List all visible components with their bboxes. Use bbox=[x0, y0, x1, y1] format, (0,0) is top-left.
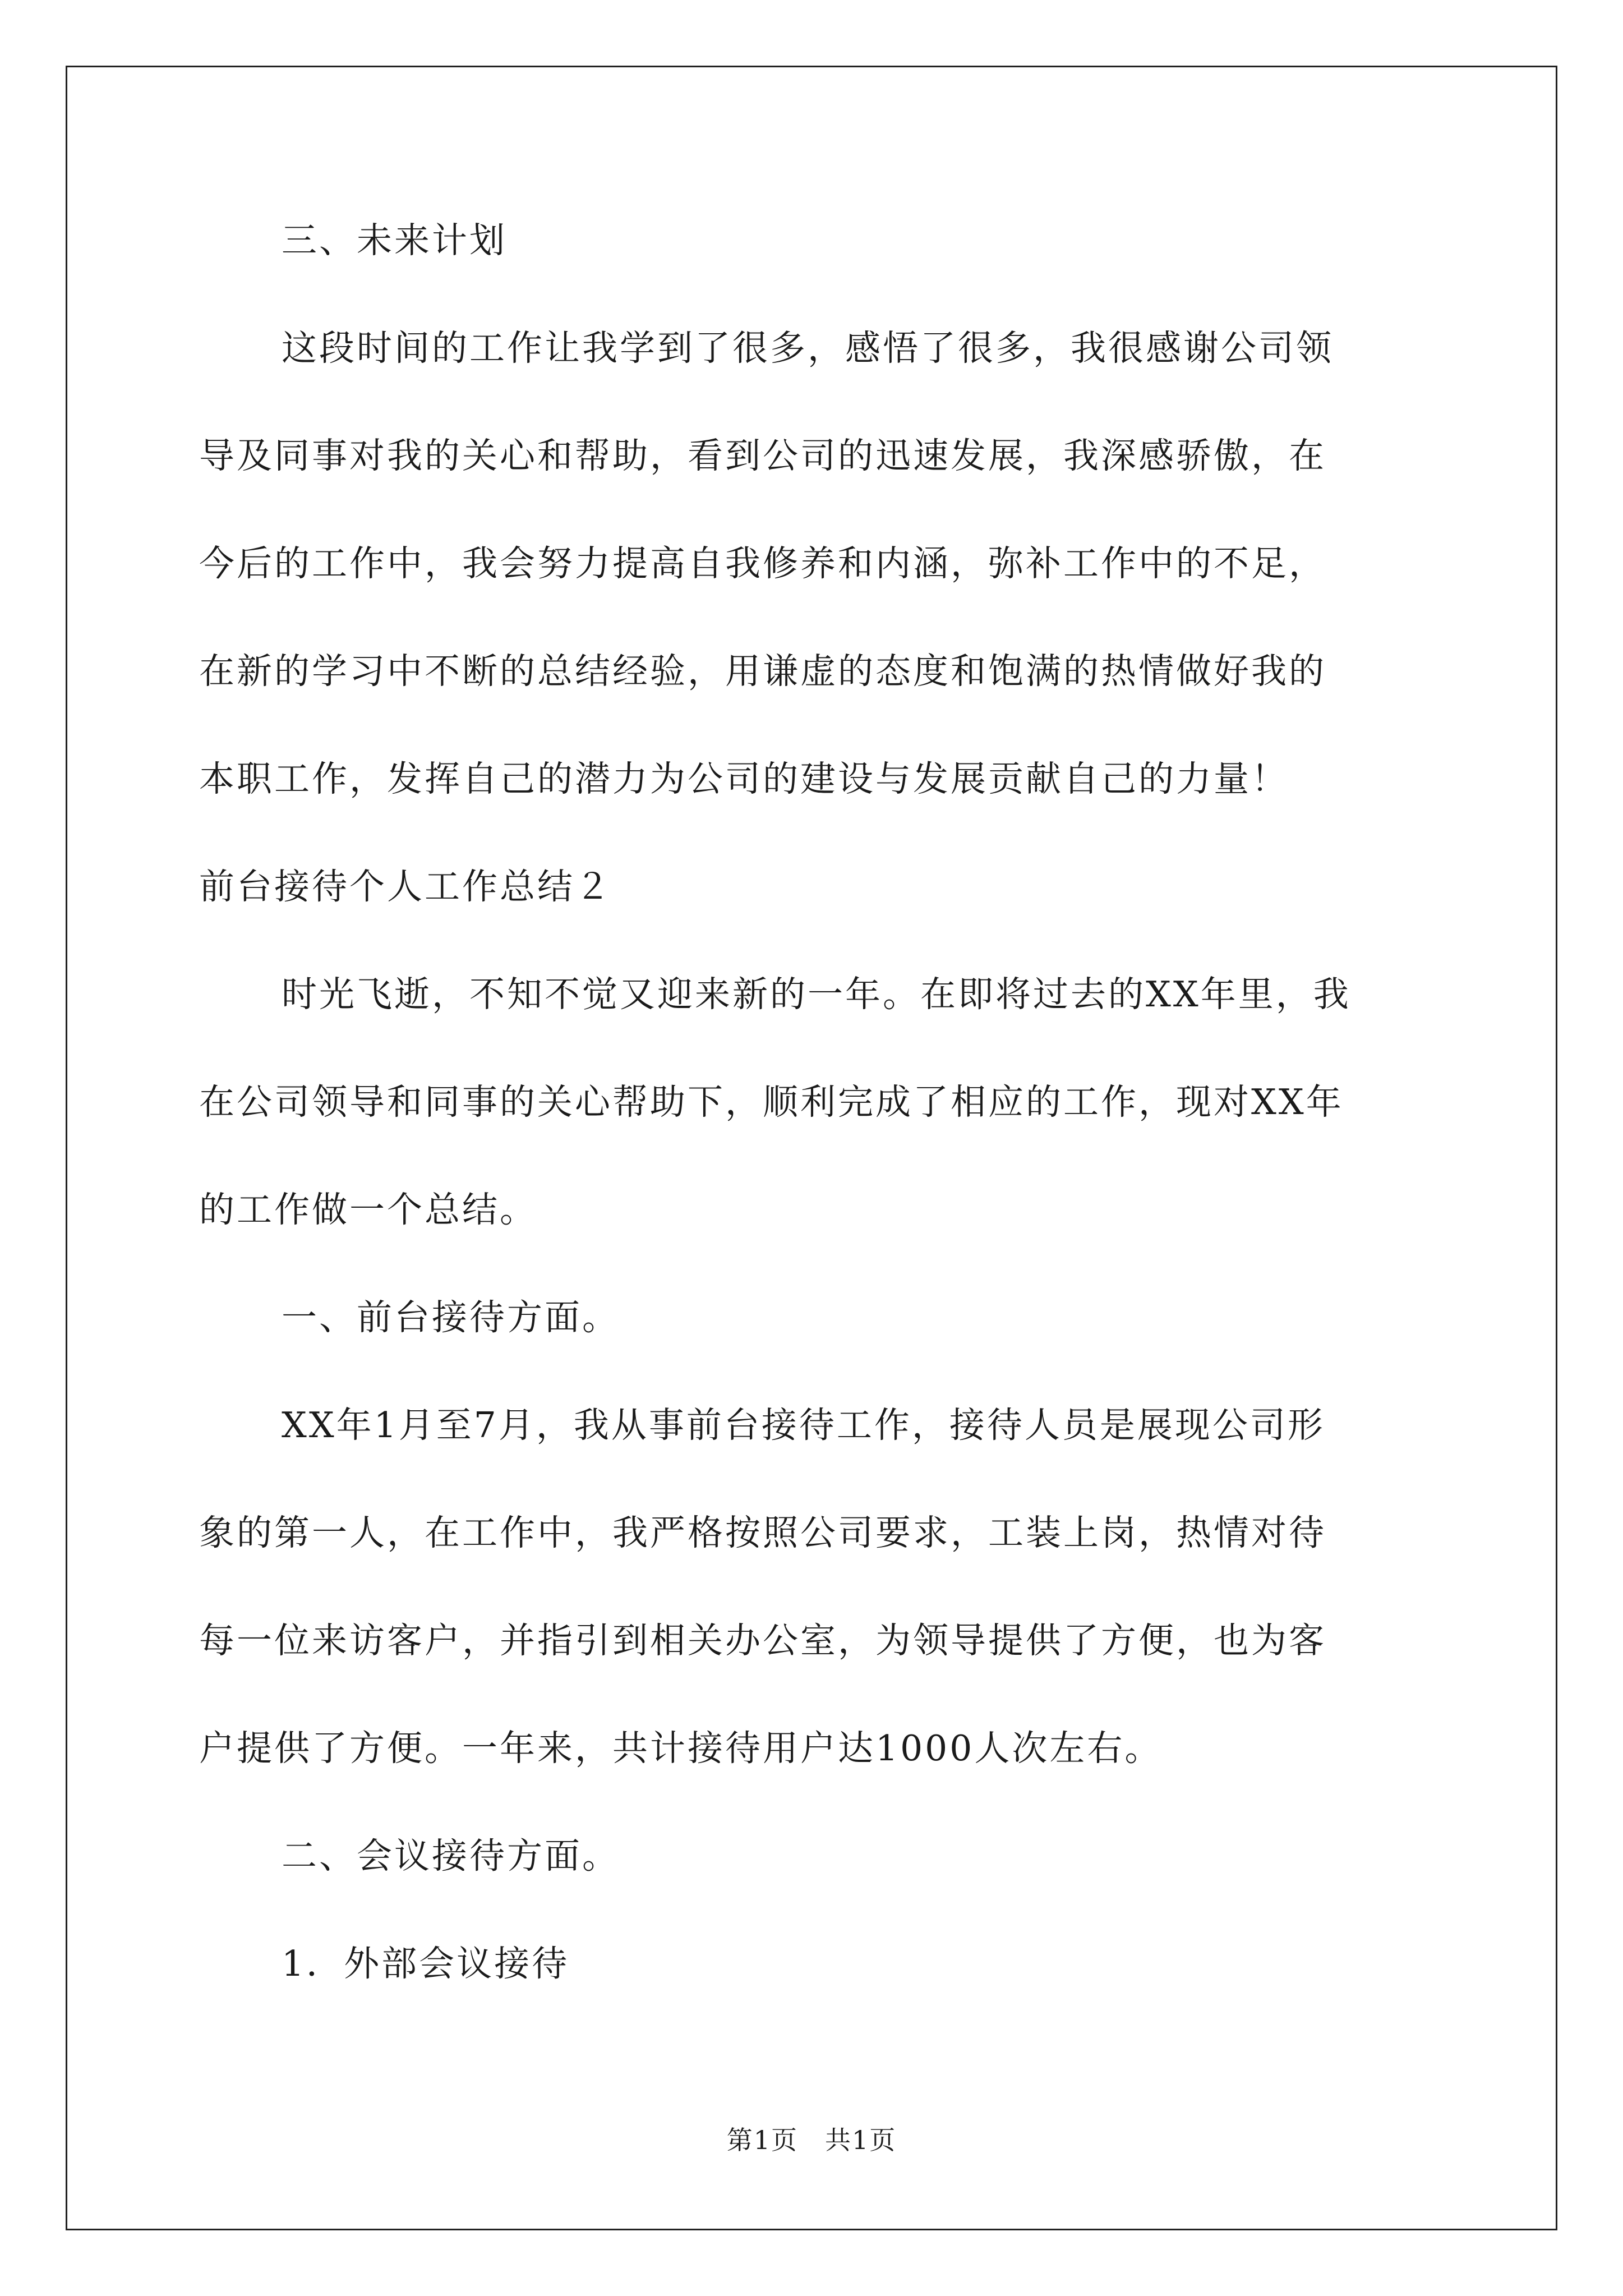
document-title: 前台接待个人工作总结２ bbox=[199, 866, 612, 907]
paragraph-line: 的工作做一个总结。 bbox=[199, 1189, 537, 1230]
paragraph-line: 象的第一人，在工作中，我严格按照公司要求，工装上岗，热情对待 bbox=[199, 1512, 1326, 1553]
paragraph-line: 导及同事对我的关心和帮助，看到公司的迅速发展，我深感骄傲，在 bbox=[199, 435, 1326, 476]
paragraph-line: 本职工作，发挥自己的潜力为公司的建设与发展贡献自己的力量！ bbox=[199, 758, 1289, 799]
section-heading-meeting: 二、会议接待方面。 bbox=[282, 1835, 620, 1876]
paragraph-line: 这段时间的工作让我学到了很多，感悟了很多，我很感谢公司领 bbox=[282, 328, 1334, 369]
document-body bbox=[199, 213, 1427, 2044]
paragraph-line: 在新的学习中不断的总结经验，用谦虚的态度和饱满的热情做好我的 bbox=[199, 651, 1326, 692]
paragraph-line: 时光飞逝，不知不觉又迎来新的一年。在即将过去的XX年里，我 bbox=[282, 974, 1351, 1015]
subsection-heading: 1．外部会议接待 bbox=[282, 1943, 570, 1984]
paragraph-line: 在公司领导和同事的关心帮助下，顺利完成了相应的工作，现对XX年 bbox=[199, 1082, 1344, 1122]
section-heading-reception: 一、前台接待方面。 bbox=[282, 1297, 620, 1338]
section-heading-future-plan: 三、未来计划 bbox=[282, 220, 507, 261]
paragraph-line: 今后的工作中，我会努力提高自我修养和内涵，弥补工作中的不足， bbox=[199, 543, 1326, 584]
paragraph-line: XX年1月至7月，我从事前台接待工作，接待人员是展现公司形 bbox=[282, 1405, 1325, 1446]
paragraph-line: 每一位来访客户，并指引到相关办公室，为领导提供了方便，也为客 bbox=[199, 1620, 1326, 1661]
paragraph-line: 户提供了方便。一年来，共计接待用户达1000人次左右。 bbox=[199, 1728, 1163, 1769]
page-footer: 第1页 共1页 bbox=[726, 2125, 897, 2155]
